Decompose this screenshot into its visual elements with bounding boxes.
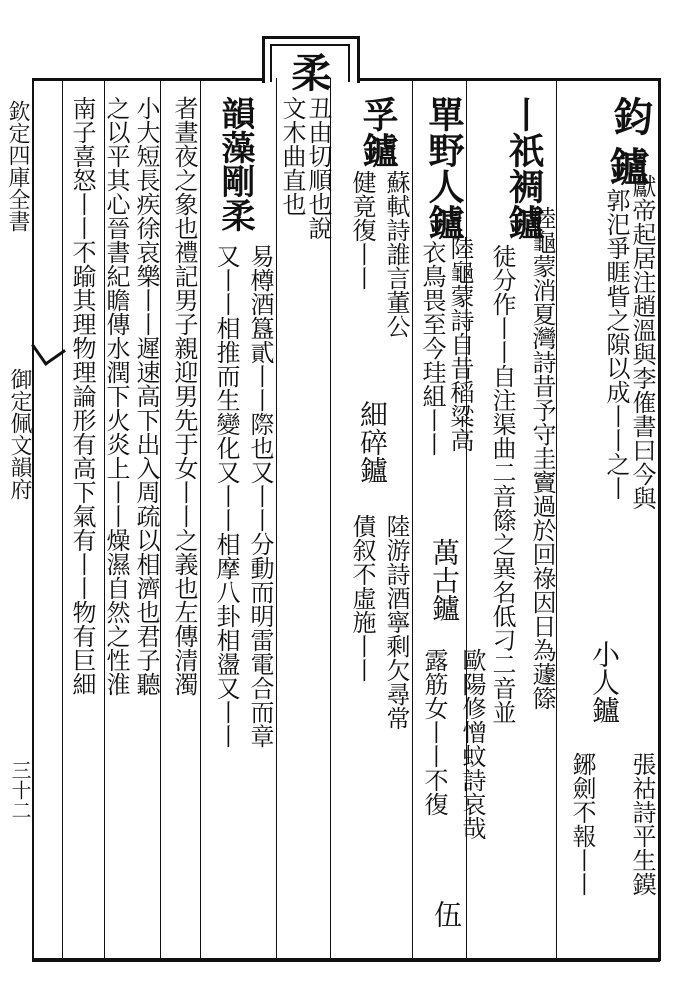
entry-heading: 伍 bbox=[430, 900, 463, 928]
entry-heading: 鈞 bbox=[607, 96, 654, 136]
section-heading: 韻藻剛柔 bbox=[215, 96, 255, 232]
annotation-text: 又丨丨相推而生變化又丨丨相摩八卦相盪又丨丨 bbox=[212, 244, 240, 748]
annotation-text: 文木曲直也 bbox=[278, 96, 306, 216]
entry-heading: 小人鑪 bbox=[588, 640, 621, 724]
page-number: 三十二 bbox=[8, 760, 32, 820]
annotation-text: 歐陽修憎蚊詩哀哉 bbox=[458, 648, 486, 840]
annotation-text: 陸游詩酒寧剩欠尋常 bbox=[382, 514, 410, 730]
entry-heading: 細碎鑪 bbox=[356, 400, 389, 484]
annotation-text: 者晝夜之象也禮記男子親迎男先于女丨丨之義也左傳清濁 bbox=[170, 96, 198, 696]
annotation-text: 露筋女丨丨不復 bbox=[420, 648, 448, 816]
annotation-text: 郭汜爭睚眥之隙以成丨丨之丨 bbox=[602, 188, 630, 500]
right-border bbox=[658, 78, 661, 961]
annotation-text: 獻帝起居注趙溫與李傕書曰今與 bbox=[628, 174, 656, 510]
annotation-text: 蘇軾詩誰言董公 bbox=[382, 170, 410, 338]
annotation-text: 債叙不虛施丨丨 bbox=[348, 514, 376, 682]
annotation-text: 張祜詩平生鏌 bbox=[628, 752, 656, 896]
book-title: 欽定四庫全書 bbox=[5, 100, 30, 232]
annotation-text: 健竟復丨丨 bbox=[348, 170, 376, 290]
left-border bbox=[32, 78, 34, 961]
bottom-border bbox=[32, 958, 660, 962]
column-rule bbox=[62, 78, 63, 961]
column-rule bbox=[200, 78, 201, 961]
annotation-text: 陸龜蒙詩自昔稻粱高 bbox=[446, 236, 474, 452]
column-rule bbox=[276, 78, 277, 961]
annotation-text: 南子喜怒丨丨不踰其理物理論形有高下氣有丨丨物有巨細 bbox=[68, 96, 96, 696]
entry-heading: 單野人鑪 bbox=[423, 96, 465, 240]
annotation-text: 小大短長疾徐哀樂丨丨遲速高下出入周疏以相濟也君子聽 bbox=[132, 96, 160, 696]
entry-heading: 萬古鑪 bbox=[428, 538, 461, 622]
annotation-text: 陸龜蒙消夏灣詩昔予守圭竇過於回祿因日為蘧篨 bbox=[528, 206, 556, 710]
entry-heading: 孚鑪 bbox=[357, 96, 399, 168]
fish-tail-mark bbox=[31, 331, 66, 366]
annotation-text: 之以平其心晉書紀瞻傳水潤下火炎上丨丨燥濕自然之性淮 bbox=[102, 96, 130, 696]
heading-character: 柔 bbox=[285, 52, 332, 92]
annotation-text: 鋣劍不報丨丨 bbox=[568, 752, 596, 896]
entry-heading: 丨祇裯鑪 bbox=[503, 96, 545, 240]
column-rule bbox=[556, 78, 557, 961]
annotation-text: 易樽酒簋貳丨丨際也又丨丨分動而明雷電合而章 bbox=[246, 244, 274, 748]
column-rule bbox=[412, 78, 413, 961]
annotation-text: 衣鳥畏至今珪組丨丨 bbox=[418, 240, 446, 456]
column-rule bbox=[160, 78, 161, 961]
entry-heading: 鑪 bbox=[603, 146, 650, 186]
volume-title: 御定佩文韻府 bbox=[7, 368, 32, 500]
annotation-text: 徒分作丨丨自注渠曲二音篨之異名低刁二音並 bbox=[488, 244, 516, 724]
annotation-text: 丑由切順也說 bbox=[304, 96, 332, 240]
